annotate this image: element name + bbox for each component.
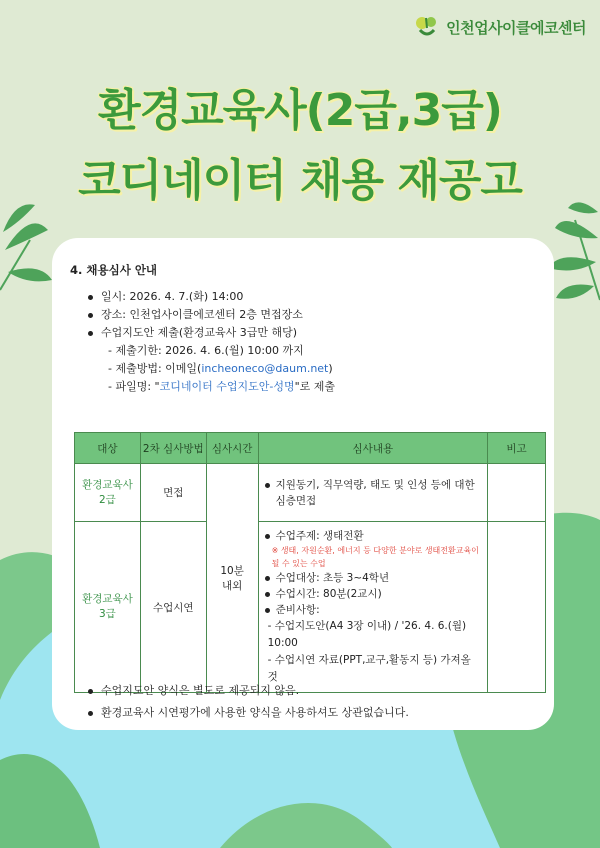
bullet-icon bbox=[265, 576, 270, 581]
filename-prefix: - 파일명: " bbox=[108, 380, 160, 393]
footer-note-1: 수업지도안 양식은 별도로 제공되지 않음. bbox=[101, 684, 300, 697]
list-item bbox=[88, 680, 542, 702]
remarks-cell bbox=[488, 464, 546, 522]
lesson-topic: 수업주제: 생태전환 bbox=[275, 530, 364, 542]
content-cell bbox=[258, 464, 488, 522]
header-remarks: 비고 bbox=[488, 433, 546, 464]
list-item bbox=[88, 288, 540, 306]
bullet-icon bbox=[265, 592, 270, 597]
time-cell bbox=[206, 464, 258, 693]
header-target: 대상 bbox=[75, 433, 141, 464]
note-line1: ※ 생태, 자원순환, 에너지 등 다양한 분야로 생태전환교육이 bbox=[271, 546, 479, 555]
bullet-icon bbox=[88, 711, 93, 716]
card-content bbox=[66, 262, 540, 719]
leaf-branch-right bbox=[548, 202, 600, 300]
schedule-text: 일시: 2026. 4. 7.(화) 14:00 bbox=[101, 290, 244, 303]
filename-line bbox=[108, 378, 540, 396]
table-row bbox=[75, 522, 546, 693]
leaf-branch-left bbox=[0, 204, 52, 290]
header-method: 2차 심사방법 bbox=[140, 433, 206, 464]
section-heading: 4. 채용심사 안내 bbox=[70, 263, 158, 277]
target-line2: 3급 bbox=[99, 608, 116, 620]
remarks-cell bbox=[488, 522, 546, 693]
time-line2: 내외 bbox=[221, 580, 243, 592]
list-item bbox=[265, 602, 480, 618]
filename-suffix: "로 제출 bbox=[294, 380, 336, 393]
footer-note-2: 환경교육사 시연평가에 사용한 양식을 사용하셔도 상관없습니다. bbox=[101, 706, 409, 719]
target-cell bbox=[75, 522, 141, 693]
target-line1: 환경교육사 bbox=[82, 478, 133, 491]
recycle-leaf-icon bbox=[414, 14, 440, 40]
list-item bbox=[265, 570, 480, 586]
header-time: 심사시간 bbox=[206, 433, 258, 464]
location-text: 장소: 인천업사이클에코센터 2층 면접장소 bbox=[101, 308, 303, 321]
method-cell: 수업시연 bbox=[140, 522, 206, 693]
target-cell bbox=[75, 464, 141, 522]
page-title-line1: 환경교육사(2급,3급) bbox=[98, 85, 502, 136]
logo-text: 인천업사이클에코센터 bbox=[446, 18, 586, 37]
method-line bbox=[108, 360, 540, 378]
target-line1: 환경교육사 bbox=[82, 593, 133, 605]
bullet-icon bbox=[265, 608, 270, 613]
page-title-line2: 코디네이터 채용 재공고 bbox=[78, 155, 522, 206]
review-table bbox=[74, 432, 546, 693]
list-item bbox=[88, 324, 540, 342]
list-item bbox=[265, 477, 480, 509]
bullet-icon bbox=[88, 331, 93, 336]
info-card bbox=[52, 238, 554, 730]
content-cell bbox=[258, 522, 488, 693]
filename-text: 코디네이터 수업지도안-성명 bbox=[159, 380, 295, 393]
lesson-audience: 수업대상: 초등 3~4학년 bbox=[275, 572, 390, 584]
note-line2: 될 수 있는 수업 bbox=[271, 559, 326, 568]
table-header-row bbox=[75, 433, 546, 464]
logo bbox=[414, 14, 586, 40]
prep-item-2: - 수업시연 자료(PPT,교구,활동지 등) 가져올 것 bbox=[267, 654, 471, 683]
prep-item-1: - 수업지도안(A4 3장 이내) / '26. 4. 6.(월) 10:00 bbox=[267, 620, 467, 649]
method-cell: 면접 bbox=[140, 464, 206, 522]
preparation-label: 준비사항: bbox=[275, 604, 320, 616]
bullet-icon bbox=[88, 689, 93, 694]
bullet-icon bbox=[88, 295, 93, 300]
bullet-icon bbox=[88, 313, 93, 318]
method-suffix: ) bbox=[328, 362, 333, 375]
interview-content: 지원동기, 직무역량, 태도 및 인성 등에 대한 심층면접 bbox=[275, 478, 475, 507]
email-link[interactable]: incheoneco@daum.net bbox=[201, 362, 329, 375]
list-item bbox=[265, 528, 480, 544]
lesson-plan-text: 수업지도안 제출(환경교육사 3급만 해당) bbox=[101, 326, 298, 339]
footer-notes bbox=[82, 680, 542, 724]
list-item bbox=[265, 586, 480, 602]
method-prefix: - 제출방법: 이메일( bbox=[108, 362, 202, 375]
lesson-duration: 수업시간: 80분(2교시) bbox=[275, 588, 382, 600]
deadline-text: - 제출기한: 2026. 4. 6.(월) 10:00 까지 bbox=[108, 344, 304, 357]
bullet-icon bbox=[265, 534, 270, 539]
list-item bbox=[88, 702, 542, 724]
header-content: 심사내용 bbox=[258, 433, 488, 464]
table-row bbox=[75, 464, 546, 522]
time-line1: 10분 bbox=[220, 565, 244, 577]
list-item bbox=[88, 306, 540, 324]
bullet-icon bbox=[265, 483, 270, 488]
target-line2: 2급 bbox=[99, 493, 116, 506]
